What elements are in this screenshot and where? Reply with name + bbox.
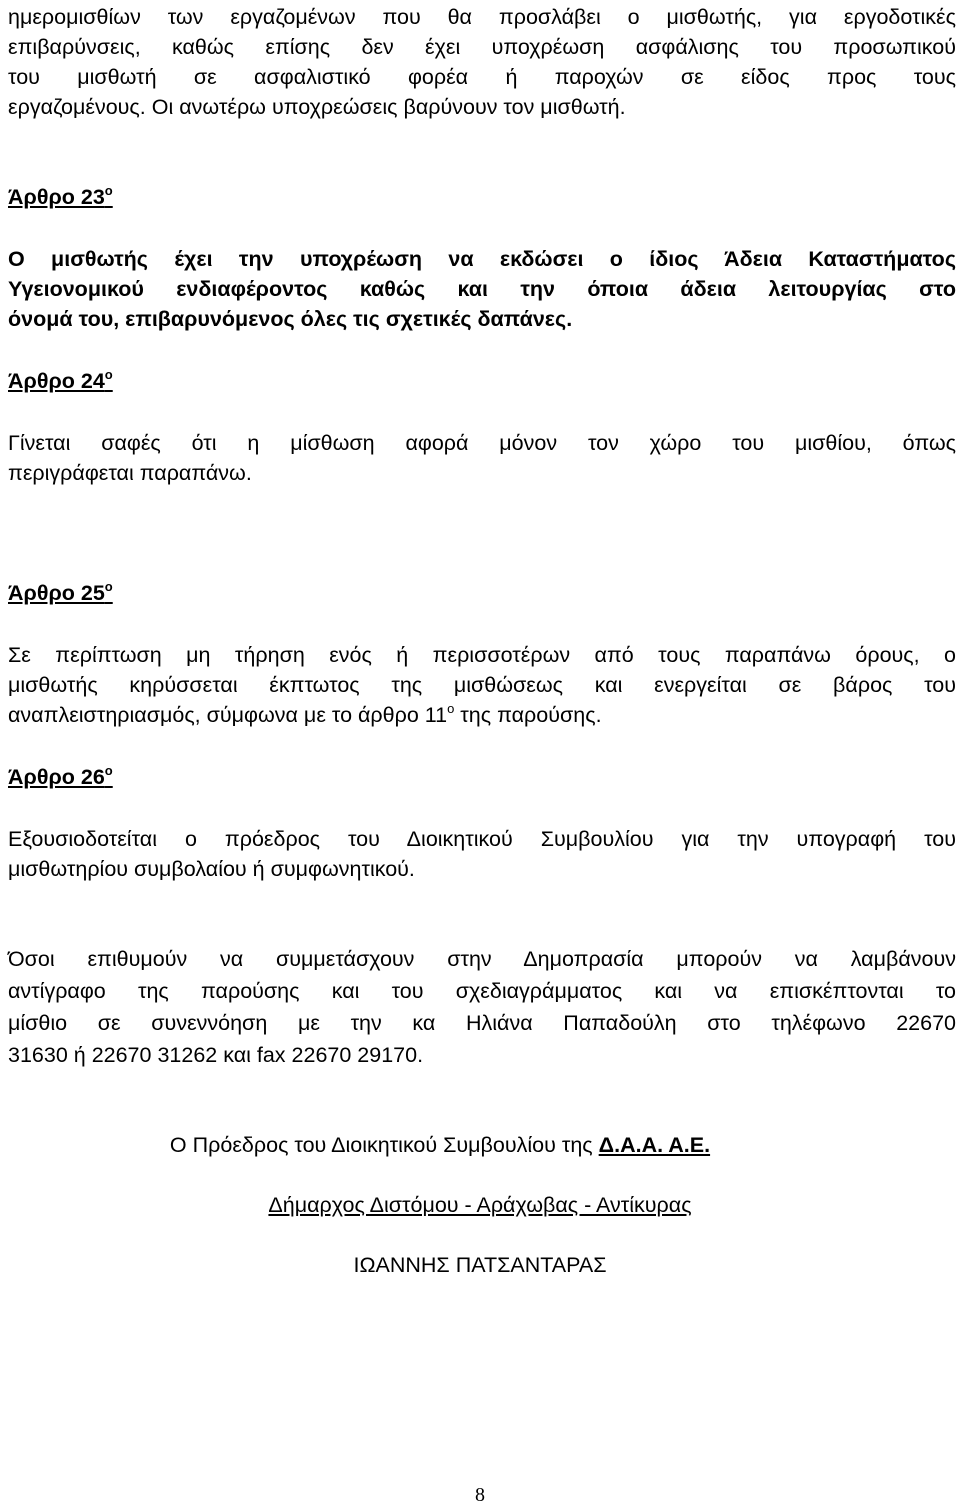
article-23-heading: Άρθρο $23^o$ — [8, 183, 113, 209]
article-24-heading: Άρθρο $24^o$ — [8, 367, 113, 393]
article-24-line-2: περιγράφεται παραπάνω. — [8, 461, 252, 485]
signature-line-2: Δήμαρχος Διστόμου - Αράχωβας - Αντίκυρας — [268, 1193, 692, 1217]
closing-line-1: Όσοι επιθυμούν να συμμετάσχουν στην Δημοπρασία μπορούν να λαμβάνουν — [8, 947, 956, 971]
article-23-line-3: όνομά του, επιβαρυνόμενος όλες τις σχετικές δαπάνες. — [8, 307, 573, 331]
article-23-line-2: Υγειονομικού ενδιαφέροντος καθώς και την όποια άδεια λειτουργίας στο — [8, 277, 956, 301]
article-26-line-2: μισθωτηρίου συμβολαίου ή συμφωνητικού. — [8, 857, 415, 881]
intro-line-3: του μισθωτή σε ασφαλιστικό φορέα ή παροχών σε είδος προς τους — [8, 65, 956, 89]
article-26-line-1: Εξουσιοδοτείται ο πρόεδρος του Διοικητικού Συμβουλίου για την υπογραφή του — [8, 827, 956, 851]
signature-name: ΙΩΑΝΝΗΣ ΠΑΤΣΑΝΤΑΡΑΣ — [353, 1253, 607, 1277]
article-24-line-1: Γίνεται σαφές ότι η μίσθωση αφορά μόνον τον χώρο του μισθίου, όπως — [8, 431, 956, 455]
closing-line-3: μίσθιο σε συνεννόηση με την κα Ηλιάνα Παπαδούλη στο τηλέφωνο 22670 — [8, 1011, 956, 1035]
article-25-heading: Άρθρο $25^o$ — [8, 579, 113, 605]
closing-line-2: αντίγραφο της παρούσης και του σχεδιαγράμματος και να επισκέπτονται το — [8, 979, 956, 1003]
intro-line-2: επιβαρύνσεις, καθώς επίσης δεν έχει υποχρέωση ασφάλισης του προσωπικού — [8, 35, 956, 59]
article-23-line-1: Ο μισθωτής έχει την υποχρέωση να εκδώσει ο ίδιος Άδεια Καταστήματος — [8, 247, 956, 271]
article-25-line-2: μισθωτής κηρύσσεται έκπτωτος της μισθώσεως και ενεργείται σε βάρος του — [8, 673, 956, 697]
page-number: 8 — [475, 1484, 485, 1506]
intro-line-1: ημερομισθίων των εργαζομένων που θα προσλάβει ο μισθωτής, για εργοδοτικές — [8, 5, 956, 29]
signature-org: Δ.Α.Α. Α.Ε. — [598, 1133, 711, 1157]
signature-line-1: Ο Πρόεδρος του Διοικητικού Συμβουλίου της Δ.Α.Α. Α.Ε. — [169, 1133, 711, 1157]
intro-line-4: εργαζομένους. Οι ανωτέρω υποχρεώσεις βαρύνουν τον μισθωτή. — [8, 95, 626, 119]
closing-line-4: 31630 ή 22670 31262 και fax 22670 29170. — [8, 1043, 424, 1067]
article-25-line-1: Σε περίπτωση μη τήρηση ενός ή περισσοτέρων από τους παραπάνω όρους, ο — [8, 643, 956, 667]
article-25-line-3: αναπλειστηριασμός, σύμφωνα με το άρθρο $11^o$ της παρούσης. — [8, 701, 602, 727]
article-26-heading: Άρθρο $26^o$ — [8, 763, 113, 789]
